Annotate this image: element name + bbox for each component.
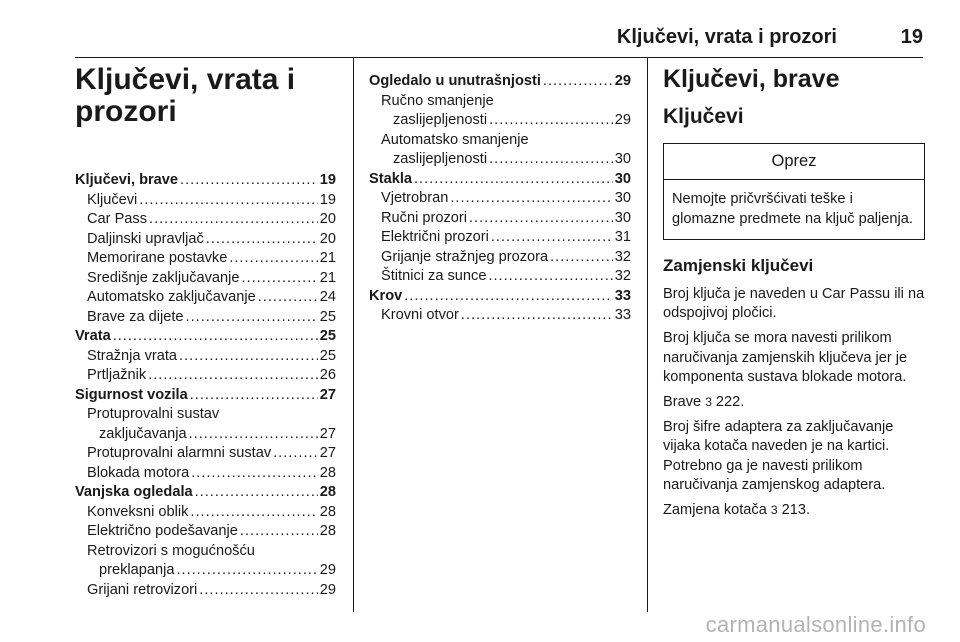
toc-leader-dots	[190, 386, 318, 406]
toc-entry[interactable]	[75, 464, 336, 484]
toc-entry-label: Blokada motora	[87, 464, 190, 481]
toc-list	[75, 171, 336, 600]
toc-entry[interactable]	[369, 306, 631, 326]
toc-page-number: 28	[319, 484, 336, 500]
page-reference-icon[interactable]: 3	[705, 395, 712, 410]
paragraph-text: Zamjena kotača	[663, 502, 771, 519]
toc-entry-label: zaključavanja	[99, 425, 187, 442]
toc-entry-label: Sigurnost vozila	[75, 386, 188, 403]
toc-page-number: 29	[319, 581, 336, 598]
toc-section-entry[interactable]	[75, 483, 336, 503]
header-rule	[75, 57, 923, 58]
toc-page-number: 25	[319, 308, 336, 325]
paragraph-text: Brave	[663, 394, 706, 411]
toc-entry[interactable]	[75, 581, 336, 601]
toc-entry-label: Ključevi	[87, 191, 138, 208]
toc-entry[interactable]	[75, 230, 336, 250]
toc-entry-label: Ručni prozori	[381, 209, 467, 226]
toc-page-number: 19	[319, 191, 336, 208]
chapter-title-line: Ključevi, vrata i	[75, 63, 296, 96]
toc-page-number: 29	[614, 112, 631, 128]
toc-page-number: 27	[319, 386, 336, 403]
toc-leader-dots	[190, 503, 317, 523]
toc-entry[interactable]	[75, 269, 336, 289]
toc-leader-dots	[179, 347, 318, 367]
paragraph	[663, 329, 925, 387]
toc-page-number: 21	[319, 269, 336, 286]
toc-entry-label: Grijani retrovizori	[87, 581, 198, 598]
toc-column-1	[75, 64, 336, 600]
toc-entry-label: Automatsko smanjenje	[381, 131, 529, 148]
page-reference-number[interactable]: 213.	[777, 502, 811, 519]
toc-section-entry[interactable]	[369, 287, 631, 307]
toc-leader-dots	[404, 287, 613, 307]
toc-entry-label: Vrata	[75, 328, 111, 344]
toc-section-entry[interactable]	[75, 327, 336, 347]
toc-entry-label: Protuprovalni alarmni sustav	[87, 445, 272, 461]
toc-leader-dots	[240, 522, 318, 542]
toc-entry[interactable]	[75, 542, 336, 562]
toc-entry-label: Memorirane postavke	[87, 250, 228, 266]
toc-entry[interactable]	[369, 228, 631, 248]
toc-page-number: 33	[614, 307, 631, 323]
toc-leader-dots	[206, 230, 318, 250]
toc-entry[interactable]	[75, 522, 336, 542]
toc-leader-dots	[229, 249, 317, 269]
toc-leader-dots	[273, 444, 318, 464]
toc-leader-dots	[450, 189, 612, 209]
toc-page-number: 24	[319, 289, 336, 305]
paragraph	[663, 285, 925, 323]
toc-leader-dots	[148, 366, 318, 386]
toc-entry-label: Vjetrobran	[381, 190, 449, 206]
paragraph-text: Broj ključa se mora navesti prilikom naručivanja zamjenskih ključeva jer je komponenta sustava blokade motora.	[663, 330, 908, 385]
toc-page-number: 25	[319, 347, 336, 364]
toc-entry-label: Protuprovalni sustav	[87, 406, 220, 422]
toc-entry-label: Konveksni oblik	[87, 503, 189, 520]
toc-section-entry[interactable]	[75, 386, 336, 406]
toc-page-number: 27	[319, 445, 336, 461]
toc-entry[interactable]	[75, 366, 336, 386]
toc-page-number: 30	[614, 190, 631, 206]
toc-list	[369, 72, 631, 326]
column-divider-1	[353, 57, 354, 612]
toc-entry-label: Prtljažnik	[87, 367, 147, 383]
section-heading: Ključevi, brave	[663, 65, 840, 93]
toc-entry-label: Stakla	[369, 170, 412, 187]
toc-entry[interactable]	[75, 347, 336, 367]
toc-entry-label: Ključevi, brave	[75, 172, 179, 188]
toc-leader-dots	[242, 269, 318, 289]
toc-leader-dots	[149, 210, 318, 230]
toc-entry-label: Središnje zaključavanje	[87, 269, 240, 286]
toc-page-number: 32	[614, 268, 631, 284]
toc-leader-dots	[186, 308, 318, 328]
toc-entry[interactable]	[369, 131, 631, 151]
toc-leader-dots	[489, 111, 613, 131]
toc-entry[interactable]	[75, 249, 336, 269]
toc-page-number: 20	[319, 230, 336, 247]
toc-entry-label: Ogledalo u unutrašnjosti	[369, 73, 541, 89]
paragraph	[663, 501, 925, 520]
toc-page-number: 30	[614, 151, 631, 167]
toc-leader-dots	[180, 171, 318, 191]
toc-leader-dots	[414, 170, 613, 190]
toc-page-number: 31	[614, 229, 631, 245]
toc-page-number: 33	[614, 287, 631, 304]
toc-entry-label: Automatsko zaključavanje	[87, 289, 256, 305]
subsection-heading: Ključevi	[663, 105, 744, 128]
paragraph-text: Broj šifre adaptera za zaključavanje vijaka kotača naveden je na kartici. Potrebno ga je navesti prilikom naručivanja zamjenskog adaptera.	[663, 419, 894, 493]
page-header	[75, 26, 923, 54]
toc-entry[interactable]	[369, 267, 631, 287]
toc-page-number: 26	[319, 367, 336, 383]
toc-entry-label: Ručno smanjenje	[381, 92, 494, 109]
toc-leader-dots	[550, 248, 613, 268]
toc-page-number: 30	[614, 209, 631, 226]
toc-entry-label: Električno podešavanje	[87, 523, 238, 539]
paragraph	[663, 418, 925, 495]
toc-page-number: 30	[614, 170, 631, 187]
toc-page-number: 27	[319, 425, 336, 442]
toc-section-entry[interactable]	[369, 72, 631, 92]
body-text	[663, 285, 925, 520]
toc-leader-dots	[139, 191, 317, 211]
toc-leader-dots	[488, 267, 612, 287]
toc-leader-dots	[491, 228, 613, 248]
warning-text: Nemojte pričvršćivati teške i glomazne predmete na ključ paljenja.	[672, 191, 913, 227]
toc-page-number: 21	[319, 250, 336, 266]
toc-entry-label: Vanjska ogledala	[75, 484, 193, 500]
toc-column-2	[369, 72, 631, 326]
toc-leader-dots	[489, 150, 613, 170]
toc-entry[interactable]	[369, 150, 631, 170]
toc-entry-label: Električni prozori	[381, 229, 489, 245]
toc-leader-dots	[258, 288, 318, 308]
toc-entry[interactable]	[75, 288, 336, 308]
toc-page-number: 28	[319, 464, 336, 481]
toc-entry[interactable]	[75, 503, 336, 523]
toc-entry[interactable]	[75, 308, 336, 328]
toc-leader-dots	[191, 464, 318, 484]
toc-entry[interactable]	[369, 189, 631, 209]
toc-entry-label: Brave za dijete	[87, 308, 184, 325]
toc-page-number: 28	[319, 503, 336, 520]
toc-entry-label: Car Pass	[87, 211, 148, 227]
toc-entry-label: Grijanje stražnjeg prozora	[381, 248, 549, 265]
toc-leader-dots	[195, 483, 318, 503]
toc-page-number: 19	[319, 172, 336, 188]
warning-title: Oprez	[664, 144, 924, 180]
watermark: carmanualsonline.info	[705, 612, 926, 637]
toc-entry-label: preklapanja	[99, 562, 175, 578]
toc-entry-label: Krovni otvor	[381, 307, 459, 323]
toc-entry-label: Daljinski upravljač	[87, 230, 204, 247]
content-column	[663, 64, 925, 526]
page-reference-number[interactable]: 222.	[711, 394, 745, 411]
toc-page-number: 29	[319, 562, 336, 578]
toc-page-number: 25	[319, 328, 336, 344]
toc-entry-label: zaslijepljenosti	[393, 112, 488, 128]
page-reference-icon[interactable]: 3	[770, 503, 778, 518]
toc-section-entry[interactable]	[75, 171, 336, 191]
toc-entry[interactable]	[75, 561, 336, 581]
toc-entry-label: Stražnja vrata	[87, 347, 178, 364]
toc-entry-label: zaslijepljenosti	[393, 151, 488, 167]
page-number: 19	[900, 26, 923, 48]
toc-entry[interactable]	[75, 425, 336, 445]
toc-page-number: 29	[614, 73, 631, 89]
toc-entry[interactable]	[75, 191, 336, 211]
toc-leader-dots	[461, 306, 613, 326]
toc-page-number: 28	[319, 523, 336, 539]
column-divider-2	[647, 57, 648, 612]
toc-leader-dots	[199, 581, 317, 601]
toc-leader-dots	[113, 327, 318, 347]
toc-entry-label: Štitnici za sunce	[381, 268, 487, 284]
toc-entry[interactable]	[369, 209, 631, 229]
toc-page-number: 32	[614, 248, 631, 265]
topic-heading: Zamjenski ključevi	[663, 256, 814, 275]
toc-leader-dots	[543, 72, 613, 92]
toc-leader-dots	[469, 209, 613, 229]
toc-leader-dots	[189, 425, 318, 445]
chapter-title-line: prozori	[75, 95, 177, 128]
paragraph	[663, 393, 925, 412]
toc-entry-label: Retrovizori s mogućnošću	[87, 542, 255, 559]
toc-entry[interactable]	[75, 210, 336, 230]
toc-entry[interactable]	[75, 405, 336, 425]
chapter-title	[75, 64, 336, 128]
toc-entry[interactable]	[369, 92, 631, 112]
toc-entry[interactable]	[369, 248, 631, 268]
toc-section-entry[interactable]	[369, 170, 631, 190]
toc-leader-dots	[176, 561, 317, 581]
warning-box	[663, 143, 925, 240]
paragraph-text: Broj ključa je naveden u Car Passu ili na odspojivoj pločici.	[663, 286, 925, 322]
header-title: Ključevi, vrata i prozori	[616, 26, 837, 48]
toc-page-number: 20	[319, 211, 336, 227]
toc-entry-label: Krov	[369, 287, 403, 304]
toc-entry[interactable]	[75, 444, 336, 464]
toc-entry[interactable]	[369, 111, 631, 131]
